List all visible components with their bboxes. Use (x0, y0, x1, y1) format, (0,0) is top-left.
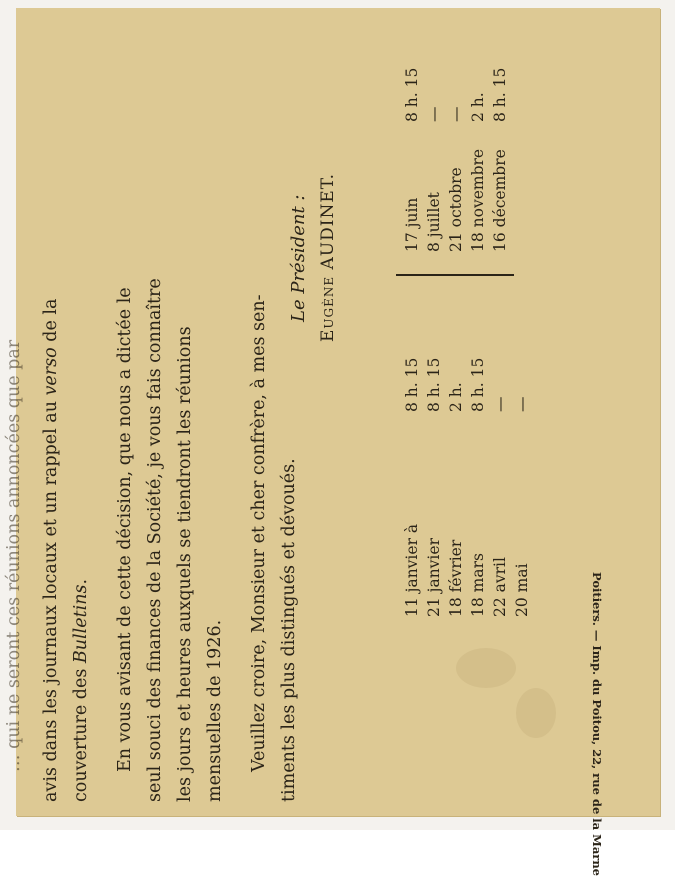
schedule-date: 8 juillet (425, 192, 443, 252)
schedule-left-dates (400, 524, 532, 617)
letter-line-1: avis dans les journaux locaux et un rappel au verso de la (41, 298, 61, 802)
schedule-time: 2 h. (469, 92, 487, 122)
schedule-time: — (513, 396, 531, 412)
printer-footer: Poitiers. — Imp. du Poitou, 22, rue de la Marne (590, 572, 604, 876)
schedule-time: 8 h. 15 (403, 357, 421, 412)
signature-title: Le Président : (288, 194, 309, 322)
letter-line-5: les jours et heures auxquels se tiendront les réunions (175, 326, 195, 802)
schedule-divider (396, 275, 514, 277)
schedule-time: 8 h. 15 (469, 357, 487, 412)
letter-line-4: seul souci des finances de la Société, je vous fais connaître (145, 278, 165, 802)
letter-line-3: En vous avisant de cette décision, que nous a dictée le (115, 287, 135, 772)
schedule-date: 11 janvier à (403, 523, 421, 617)
cut-off-line: … qui ne seront ces réunions annoncées que par (4, 339, 24, 772)
signature-name: Eugène AUDINET. (318, 172, 338, 342)
schedule-time: 8 h. 15 (403, 67, 421, 122)
schedule-time: — (491, 396, 509, 412)
schedule-date: 21 janvier (425, 538, 443, 617)
schedule-date: 21 octobre (447, 167, 465, 252)
schedule-date: 16 décembre (491, 149, 509, 252)
schedule-time: — (447, 106, 465, 122)
schedule-time: 8 h. 15 (425, 357, 443, 412)
schedule-date: 18 mars (469, 553, 487, 617)
letter-line-6: mensuelles de 1926. (205, 619, 225, 802)
schedule-time: — (425, 106, 443, 122)
schedule-time: 8 h. 15 (491, 67, 509, 122)
schedule-right-times (400, 68, 510, 122)
schedule-date: 20 mai (513, 563, 531, 617)
schedule-time: 2 h. (447, 382, 465, 412)
letter-line-8: timents les plus distingués et dévoués. (279, 458, 299, 802)
schedule-right-dates (400, 149, 510, 252)
schedule-date: 22 avril (491, 557, 509, 617)
schedule-left-times (400, 358, 532, 412)
schedule-date: 18 février (447, 539, 465, 617)
schedule-date: 17 juin (403, 197, 421, 252)
schedule-date: 18 novembre (469, 148, 487, 252)
letter-line-7: Veuillez croire, Monsieur et cher confrère, à mes sen- (249, 294, 269, 772)
letter-line-2: couverture des Bulletins. (71, 578, 91, 802)
rotated-letter-content (4, 32, 616, 876)
